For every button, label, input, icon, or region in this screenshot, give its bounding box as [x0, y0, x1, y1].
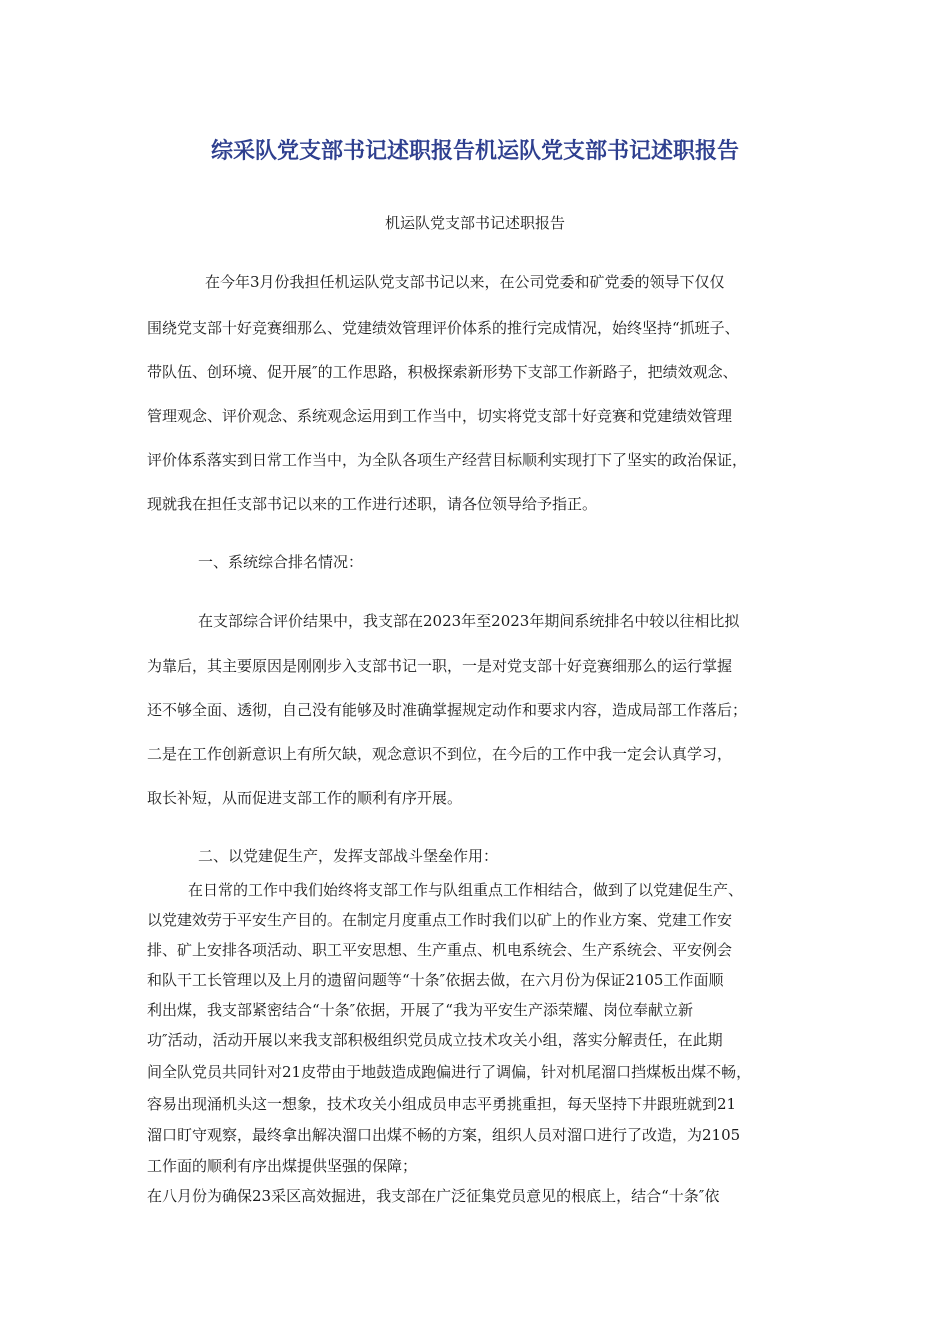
- paragraph-line: 在日常的工作中我们始终将支部工作与队组重点工作相结合，做到了以党建促生产、: [188, 881, 744, 899]
- paragraph-line: 在今年3月份我担任机运队党支部书记以来，在公司党委和矿党委的领导下仅仅: [205, 273, 725, 291]
- paragraph-line: 容易出现涌机头这一想象，技术攻关小组成员申志平勇挑重担，每天坚持下井跟班就到21: [147, 1095, 737, 1113]
- paragraph-line: 取长补短，从而促进支部工作的顺利有序开展。: [147, 789, 463, 807]
- paragraph-line: 还不够全面、透彻，自己没有能够及时准确掌握规定动作和要求内容，造成局部工作落后；: [147, 701, 748, 719]
- paragraph-line: 现就我在担任支部书记以来的工作进行述职，请各位领导给予指正。: [147, 495, 598, 513]
- paragraph-line: 利出煤，我支部紧密结合“十条″依据，开展了“我为平安生产添荣耀、岗位奉献立新: [147, 1001, 693, 1019]
- paragraph-line: 在支部综合评价结果中，我支部在2023年至2023年期间系统排名中较以往相比拟: [198, 612, 740, 630]
- paragraph-line: 功″活动，活动开展以来我支部积极组织党员成立技术攻关小组，落实分解责任，在此期: [147, 1031, 723, 1049]
- paragraph-line: 排、矿上安排各项活动、职工平安思想、生产重点、机电系统会、生产系统会、平安例会: [147, 941, 733, 959]
- document-subtitle: 机运队党支部书记述职报告: [384, 214, 565, 232]
- paragraph-line: 围绕党支部十好竞赛细那么、党建绩效管理评价体系的推行完成情况，始终坚持“抓班子、: [147, 319, 740, 337]
- paragraph-line: 在八月份为确保23采区高效掘进，我支部在广泛征集党员意见的根底上，结合“十条″依: [147, 1187, 720, 1205]
- paragraph-line: 二是在工作创新意识上有所欠缺，观念意识不到位，在今后的工作中我一定会认真学习，: [147, 745, 733, 763]
- paragraph-line: 带队伍、创环境、促开展″的工作思路，积极探索新形势下支部工作新路子，把绩效观念、: [147, 363, 738, 381]
- paragraph-line: 和队干工长管理以及上月的遗留问题等“十条″依据去做，在六月份为保证2105工作面顺: [147, 971, 724, 989]
- paragraph-line: 溜口盯守观察，最终拿出解决溜口出煤不畅的方案，组织人员对溜口进行了改造，为2105: [147, 1126, 741, 1144]
- section-heading-2: 二、以党建促生产，发挥支部战斗堡垒作用：: [198, 847, 499, 865]
- document-title: 综采队党支部书记述职报告机运队党支部书记述职报告: [210, 139, 739, 164]
- paragraph-line: 管理观念、评价观念、系统观念运用到工作当中，切实将党支部十好竞赛和党建绩效管理: [147, 407, 733, 425]
- paragraph-line: 以党建效劳于平安生产目的。在制定月度重点工作时我们以矿上的作业方案、党建工作安: [147, 911, 733, 929]
- paragraph-line: 为靠后，其主要原因是刚刚步入支部书记一职，一是对党支部十好竞赛细那么的运行掌握: [147, 657, 733, 675]
- paragraph-line: 工作面的顺利有序出煤提供坚强的保障；: [147, 1157, 418, 1175]
- paragraph-line: 间全队党员共同针对21皮带由于地鼓造成跑偏进行了调偏，针对机尾溜口挡煤板出煤不畅，: [147, 1063, 752, 1081]
- section-heading-1: 一、系统综合排名情况：: [198, 553, 364, 571]
- paragraph-line: 评价体系落实到日常工作当中，为全队各项生产经营目标顺利实现打下了坚实的政治保证，: [147, 451, 748, 469]
